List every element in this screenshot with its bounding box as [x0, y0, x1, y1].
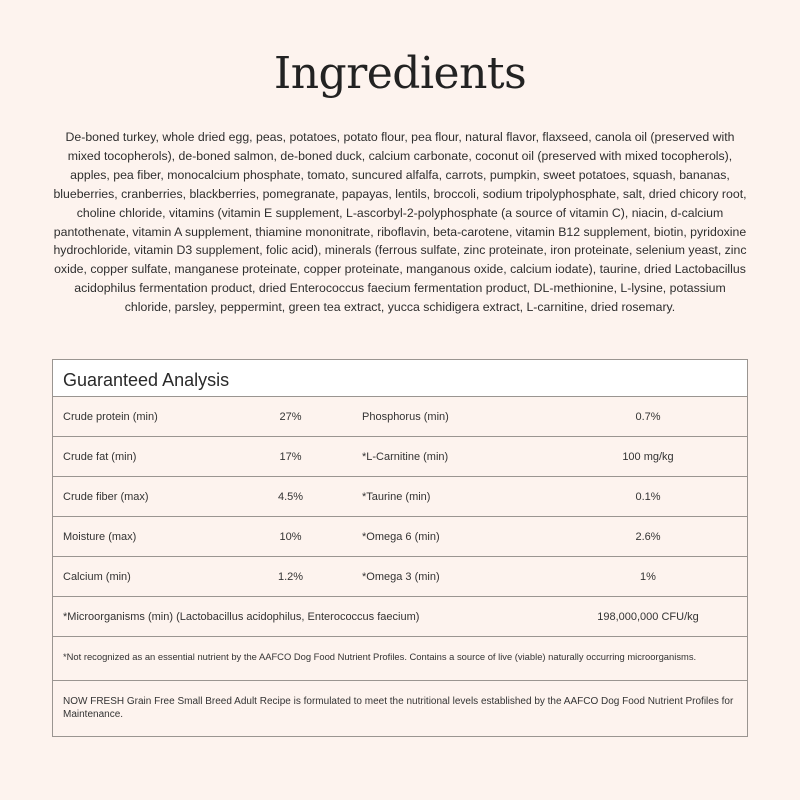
nutrient-name: Crude fiber (max): [63, 491, 149, 503]
analysis-footnote: *Not recognized as an essential nutrient by the AAFCO Dog Food Nutrient Profiles. Contains a source of live (viable) naturally occurring microorganisms.: [53, 637, 747, 681]
aafco-statement: NOW FRESH Grain Free Small Breed Adult Recipe is formulated to meet the nutritional levels established by the AAFCO Dog Food Nutrient Profiles for Maintenance.: [63, 696, 734, 720]
nutrient-name: *Omega 6 (min): [362, 531, 440, 543]
nutrient-value: 1.2%: [277, 571, 304, 583]
nutrient-value: 17%: [279, 451, 302, 463]
nutrient-value: 198,000,000 CFU/kg: [597, 611, 699, 623]
nutrient-value: 100 mg/kg: [622, 451, 674, 463]
nutrient-value: 2.6%: [635, 531, 661, 543]
analysis-row: [53, 397, 747, 437]
microorganisms-row: [53, 597, 747, 637]
nutrient-name: Crude fat (min): [63, 451, 137, 463]
nutrient-name: *Microorganisms (min) (Lactobacillus acidophilus, Enterococcus faecium): [63, 611, 420, 623]
nutrient-value: 1%: [640, 571, 656, 583]
analysis-row: [53, 557, 747, 597]
nutrient-value: 27%: [279, 411, 302, 423]
nutrient-name: *L-Carnitine (min): [362, 451, 449, 463]
nutrient-name: Moisture (max): [63, 531, 137, 543]
nutrient-value: 0.7%: [635, 411, 661, 423]
nutrient-name: Phosphorus (min): [362, 411, 449, 423]
guaranteed-analysis-heading: Guaranteed Analysis: [53, 360, 747, 397]
nutrient-value: 10%: [279, 531, 302, 543]
nutrient-name: Calcium (min): [63, 571, 131, 583]
nutrient-value: 0.1%: [635, 491, 661, 503]
ingredients-list: De-boned turkey, whole dried egg, peas, potatoes, potato flour, pea flour, natural flavor, flaxseed, canola oil (preserved with mixed tocopherols), de-boned salmon, de-boned duck, calcium carbonate, coconut oil (preserved with mixed tocopherols), apples, pea fiber, monocalcium phosphate, tomato, suncured alfalfa, carrots, pumpkin, sweet potatoes, squash, bananas, blueberries, cranberries, blackberries, pomegranate, papayas, lentils, broccoli, sodium tripolyphosphate, salt, dried chicory root, choline chloride, vitamins (vitamin E supplement, L-ascorbyl-2-polyphosphate (a source of vitamin C), niacin, d-calcium pantothenate, vitamin A supplement, thiamine mononitrate, riboflavin, beta-carotene, vitamin B12 supplement, biotin, pyridoxine hydrochloride, vitamin D3 supplement, folic acid), minerals (ferrous sulfate, zinc proteinate, iron proteinate, selenium yeast, zinc oxide, copper sulfate, manganese proteinate, copper proteinate, manganous oxide, calcium iodate), taurine, dried Lactobacillus acidophilus fermentation product, dried Enterococcus faecium fermentation product, DL-methionine, L-lysine, potassium chloride, parsley, peppermint, green tea extract, yucca schidigera extract, L-carnitine, dried rosemary.: [53, 130, 747, 315]
guaranteed-analysis-table: [52, 359, 748, 737]
page-title: Ingredients: [273, 48, 527, 99]
analysis-row: [53, 517, 747, 557]
nutrient-name: *Taurine (min): [362, 491, 431, 503]
analysis-row: [53, 437, 747, 477]
analysis-row: [53, 477, 747, 517]
nutrient-name: Crude protein (min): [63, 411, 158, 423]
nutrient-name: *Omega 3 (min): [362, 571, 440, 583]
nutrient-value: 4.5%: [277, 491, 304, 503]
